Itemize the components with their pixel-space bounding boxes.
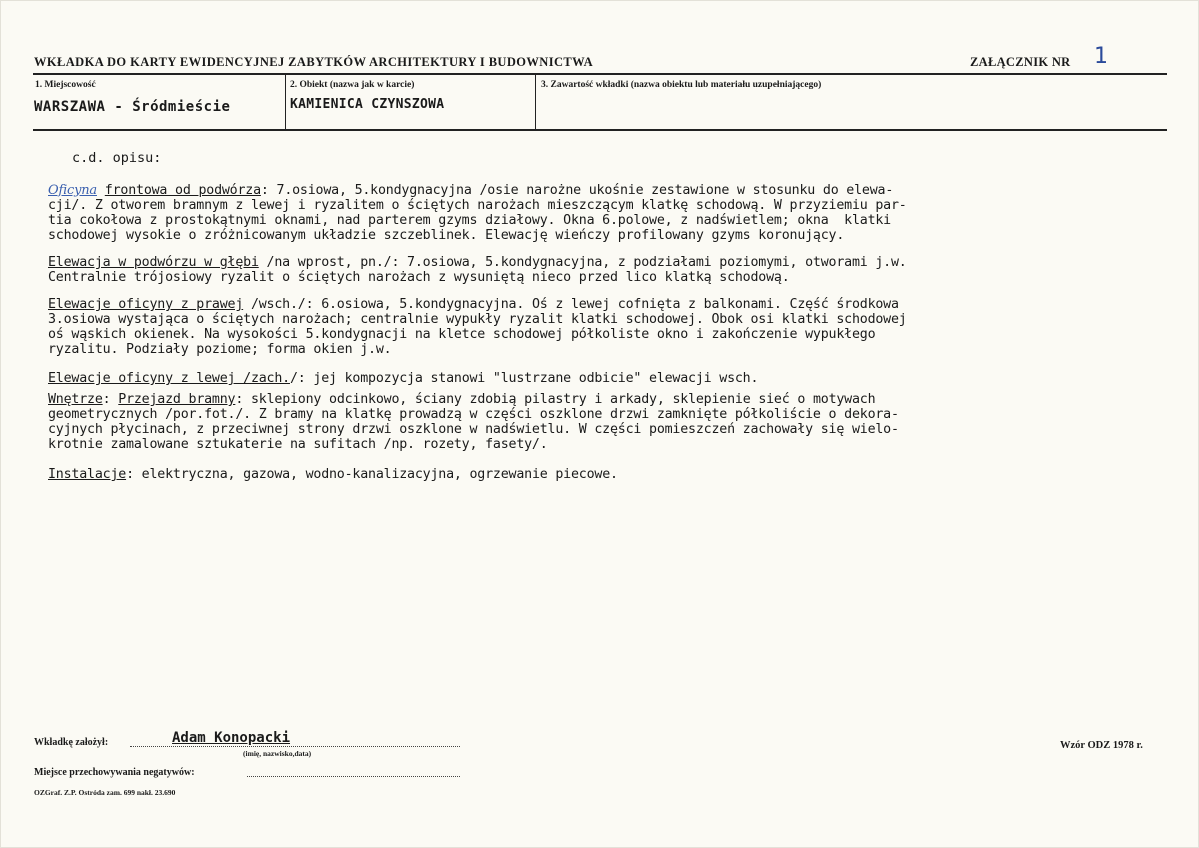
negatives-dotted-line xyxy=(247,776,460,777)
paragraph-oficyna-line-3: tia cokołowa z prostokątnymi oknami, nad parterem gzyms działowy. Okna 6.polowe, z nadświetlem; okna klatki xyxy=(48,213,891,228)
paragraph-right-line-2: 3.osiowa wystająca o ściętych narożach; centralnie wypukły ryzalit klatki schodowej. Obok osi klatki schodowej xyxy=(48,312,907,327)
continuation-label: c.d. opisu: xyxy=(72,150,162,166)
paragraph-heading: Elewacje oficyny z prawej xyxy=(48,297,244,312)
negatives-label: Miejsce przechowywania negatywów: xyxy=(34,767,195,778)
handwritten-word: Oficyna xyxy=(48,183,97,198)
paragraph-subheading: Przejazd bramny xyxy=(118,392,236,407)
paragraph-interior-line-1: Wnętrze: Przejazd bramny: sklepiony odcinkowo, ściany zdobią pilastry i arkady, sklepienie sieć o motywach xyxy=(48,392,876,407)
field-divider-2 xyxy=(535,75,536,129)
header-bottom-rule xyxy=(33,129,1167,131)
attachment-label: ZAŁĄCZNIK NR xyxy=(970,55,1071,69)
paragraph-heading: Elewacja w podwórzu w głębi xyxy=(48,255,259,270)
field-divider-1 xyxy=(285,75,286,129)
print-info: OZGraf. Z.P. Ostróda zam. 699 nakł. 23.690 xyxy=(34,788,176,797)
paragraph-heading: Instalacje xyxy=(48,467,127,482)
form-title: WKŁADKA DO KARTY EWIDENCYJNEJ ZABYTKÓW ARCHITEKTURY I BUDOWNICTWA xyxy=(34,55,594,69)
paragraph-right-line-1: Elewacje oficyny z prawej /wsch./: 6.osiowa, 5.kondygnacyjna. Oś z lewej cofnięta z balkonami. Część środkowa xyxy=(48,297,899,312)
paragraph-oficyna-line-4: schodowej wysokie o zróżnicowanym układzie szczeblinek. Elewację wieńczy profilowany gzyms koronujący. xyxy=(48,228,845,243)
object-label: 2. Obiekt (nazwa jak w karcie) xyxy=(290,80,415,90)
paragraph-interior-line-2: geometrycznych /por.fot./. Z bramy na klatkę prowadzą w części oszklone drzwi zamknięte półkoliście o dekora- xyxy=(48,407,899,422)
paragraph-interior-line-3: cyjnych płycinach, z przeciwnej strony drzwi oszklone w nadświetlu. W części pomieszczeń zachowały się wielo- xyxy=(48,422,899,437)
author-dotted-line xyxy=(130,746,460,747)
object-value: KAMIENICA CZYNSZOWA xyxy=(290,97,445,112)
paragraph-courtyard-line-2: Centralnie trójosiowy ryzalit o ściętych narożach z wysuniętą nieco przed lico klatką schodową. xyxy=(48,270,790,285)
paragraph-heading: frontowa od podwórza xyxy=(104,183,261,198)
paragraph-heading: Wnętrze xyxy=(48,392,103,407)
paragraph-oficyna-line-1: Oficyna frontowa od podwórza: 7.osiowa, 5.kondygnacyjna /osie narożne ukośnie zestawione w stosunku do elewa- xyxy=(48,183,894,198)
header-top-rule xyxy=(33,73,1167,75)
paragraph-right-line-3: oś wąskich okienek. Na wysokości 5.kondygnacji na kletce schodowej półkoliste okno i zakończenie wypukłego xyxy=(48,327,876,342)
paragraph-left-line-1: Elewacje oficyny z lewej /zach./: jej kompozycja stanowi "lustrzane odbicie" elewacji wsch. xyxy=(48,371,759,386)
contents-label: 3. Zawartość wkładki (nazwa obiektu lub materiału uzupełniającego) xyxy=(541,80,822,90)
paragraph-interior-line-4: krotnie zamalowane sztukaterie na sufitach /np. rozety, fasety/. xyxy=(48,437,548,452)
paragraph-right-line-4: ryzalitu. Podziały poziome; forma okien j.w. xyxy=(48,342,392,357)
template-note: Wzór ODZ 1978 r. xyxy=(1060,740,1143,751)
locality-label: 1. Miejscowość xyxy=(35,80,96,90)
author-hint: (imię, nazwisko,data) xyxy=(243,749,312,758)
attachment-number: 1 xyxy=(1094,44,1108,69)
paragraph-heading: Elewacje oficyny z lewej /zach. xyxy=(48,371,290,386)
paragraph-installations-line-1: Instalacje: elektryczna, gazowa, wodno-kanalizacyjna, ogrzewanie piecowe. xyxy=(48,467,618,482)
author-label: Wkładkę założył: xyxy=(34,737,109,748)
paragraph-oficyna-line-2: cji/. Z otworem bramnym z lewej i ryzalitem o ściętych narożach mieszczącym klatkę schodową. W przyziemiu par- xyxy=(48,198,907,213)
paragraph-courtyard-line-1: Elewacja w podwórzu w głębi /na wprost, pn./: 7.osiowa, 5.kondygnacyjna, z podziałami poziomymi, otworami j.w. xyxy=(48,255,907,270)
author-value: Adam Konopacki xyxy=(172,730,291,746)
locality-value: WARSZAWA - Śródmieście xyxy=(34,99,231,115)
